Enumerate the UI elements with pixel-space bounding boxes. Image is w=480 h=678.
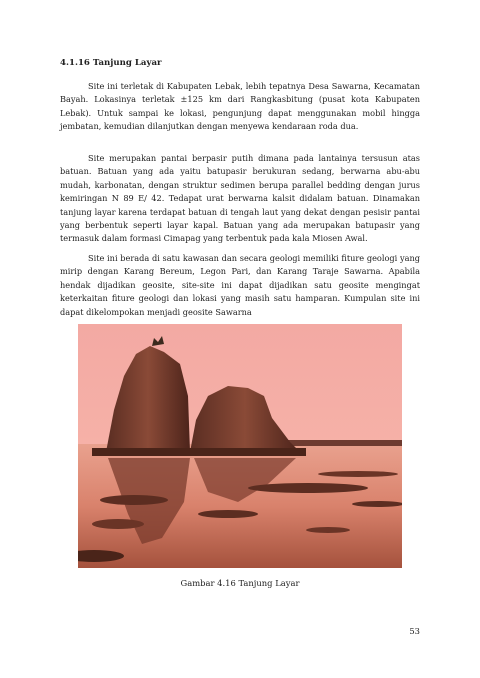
section-heading: 4.1.16 Tanjung Layar [60, 58, 162, 68]
paragraph-geology: Site merupakan pantai berpasir putih dimana pada lantainya tersusun atas batuan. Batuan yang ada yaitu batupasir berukuran sedang, berwarna abu-abu mudah, karbonatan, dengan struktur sedimen berupa parallel bedding dengan jurus kemiringan N 89 E/ 42. Tedapat urat berwarna kalsit didalam batuan. Dinamakan tanjung layar karena terdapat batuan di tengah laut yang dekat dengan pesisir pantai yang berbentuk seperti layar kapal. Batuan yang ada merupakan batupasir yang termasuk dalam formasi Cimapag yang terbentuk pada kala Miosen Awal. [60, 153, 420, 244]
tanjung-layar-photo [78, 324, 402, 568]
paragraph-location: Site ini terletak di Kabupaten Lebak, lebih tepatnya Desa Sawarna, Kecamatan Bayah. Lokasinya terletak ±125 km dari Rangkasbitung (pusat kota Kabupaten Lebak). Untuk sampai ke lokasi, pengunjung dapat menggunakan mobil hingga jembatan, kemudian dilanjutkan dengan menyewa kendaraan roda dua. [60, 81, 420, 132]
paragraph-geosite: Site ini berada di satu kawasan dan secara geologi memiliki fiture geologi yang mirip dengan Karang Bereum, Legon Pari, dan Karang Taraje Sawarna. Apabila hendak dijadikan geosite, site-site ini dapat dijadikan satu geosite mengingat keterkaitan fiture geologi dan lokasi yang masih satu hamparan. Kumpulan site ini dapat dikelompokan menjadi geosite Sawarna [60, 253, 420, 317]
page-number: 53 [409, 626, 420, 636]
figure-caption: Gambar 4.16 Tanjung Layar [180, 578, 300, 588]
